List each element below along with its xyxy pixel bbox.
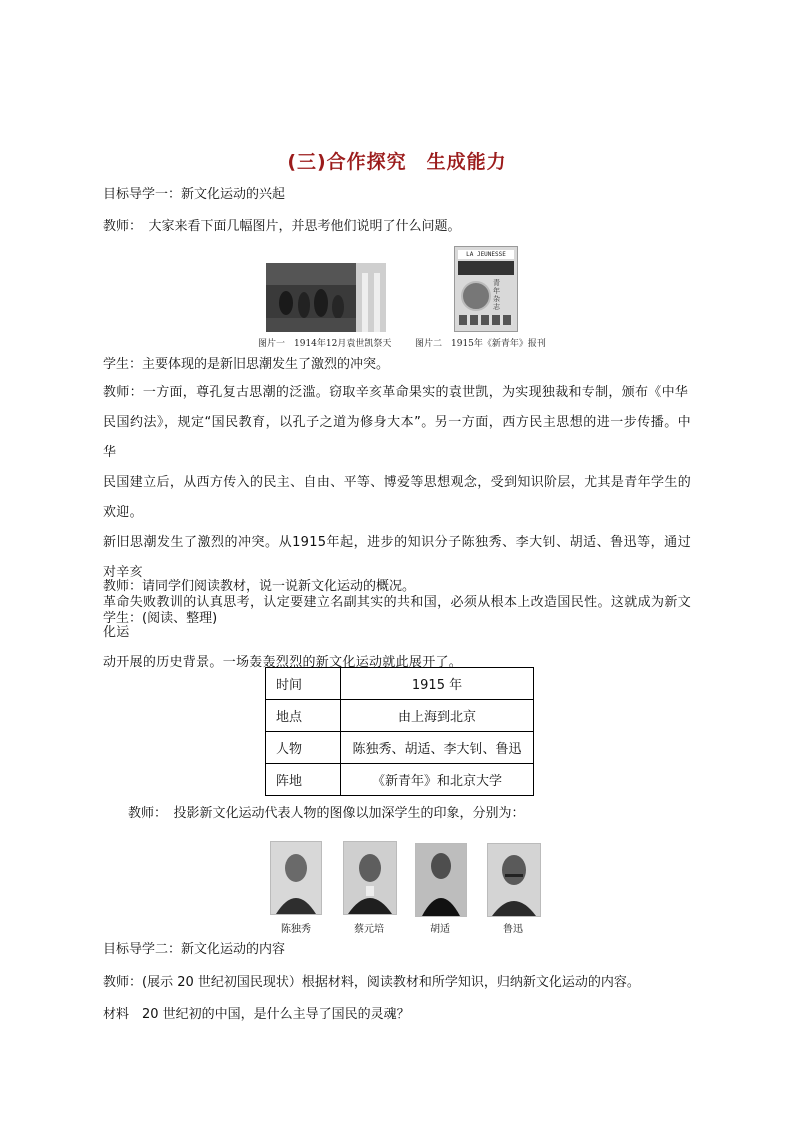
table-key: 地点 [266,700,341,732]
portrait-chen-duxiu [270,841,322,915]
student-line-2: 学生：(阅读、整理) [103,611,218,626]
table-key: 人物 [266,732,341,764]
material-line: 材料 20 世纪初的中国，是什么主导了国民的灵魂？ [103,1007,410,1022]
table-row [266,668,534,700]
teacher-paragraph [103,378,691,678]
portrait-lu-xun [487,843,541,917]
table-value: 由上海到北京 [341,700,534,732]
teacher-line-2: 教师：请同学们阅读教材，说一说新文化运动的概况。 [103,579,416,594]
paragraph-line: 新旧思潮发生了激烈的冲突。从1915年起，进步的知识分子陈独秀、李大钊、胡适、鲁迅等，通过对辛亥 [103,535,691,580]
section-title: (三)合作探究 生成能力 [287,151,507,173]
portrait-caption: 鲁迅 [503,924,523,935]
magazine-cover-image [454,246,518,332]
student-line-1: 学生：主要体现的是新旧思潮发生了激烈的冲突。 [103,357,390,372]
table-row [266,732,534,764]
paragraph-line: 民国约法》，规定“国民教育，以孔子之道为修身大本”。另一方面，西方民主思想的进一步传播。中华 [103,415,691,460]
magazine-masthead: LA JEUNESSE [458,250,514,259]
table-value: 1915 年 [341,668,534,700]
magazine-title: 青年杂志 [493,279,500,311]
caption-figure-1: 图片一 1914年12月袁世凯祭天 [258,339,392,349]
paragraph-line: 民国建立后，从西方传入的民主、自由、平等、博爱等思想观念，受到知识阶层，尤其是青年学生的欢迎。 [103,475,691,520]
paragraph-line: 动开展的历史背景。一场轰轰烈烈的新文化运动就此展开了。 [103,655,463,670]
goal-heading-2: 目标导学二：新文化运动的内容 [103,942,286,957]
teacher-line-1: 教师： 大家来看下面几幅图片，并思考他们说明了什么问题。 [103,219,461,234]
paragraph-line: 革命失败教训的认真思考，认定要建立名副其实的共和国，必须从根本上改造国民性。这就成为新文化运 [103,595,691,640]
table-row [266,764,534,796]
caption-figure-2: 图片二 1915年《新青年》报刊 [415,339,546,349]
photo-yuan-shikai-ceremony [266,263,386,332]
paragraph-line: 教师：一方面，尊孔复古思潮的泛滥。窃取辛亥革命果实的袁世凯，为实现独裁和专制，颁布《中华 [103,385,689,400]
table-row [266,700,534,732]
teacher-line-4: 教师：(展示 20 世纪初国民现状）根据材料，阅读教材和所学知识，归纳新文化运动的内容。 [103,975,640,990]
goal-heading-1: 目标导学一：新文化运动的兴起 [103,187,286,202]
table-value: 陈独秀、胡适、李大钊、鲁迅 [341,732,534,764]
portrait-caption: 陈独秀 [281,924,311,935]
portrait-caption: 蔡元培 [354,924,384,935]
portrait-caption: 胡适 [430,924,450,935]
portrait-cai-yuanpei [343,841,397,915]
table-value: 《新青年》和北京大学 [341,764,534,796]
portrait-hu-shi [415,843,467,917]
overview-table [265,667,534,796]
teacher-line-3: 教师： 投影新文化运动代表人物的图像以加深学生的印象，分别为： [128,806,525,821]
magazine-banner [458,261,514,275]
table-key: 时间 [266,668,341,700]
table-key: 阵地 [266,764,341,796]
magazine-portrait [461,281,491,311]
magazine-footer [459,315,513,325]
